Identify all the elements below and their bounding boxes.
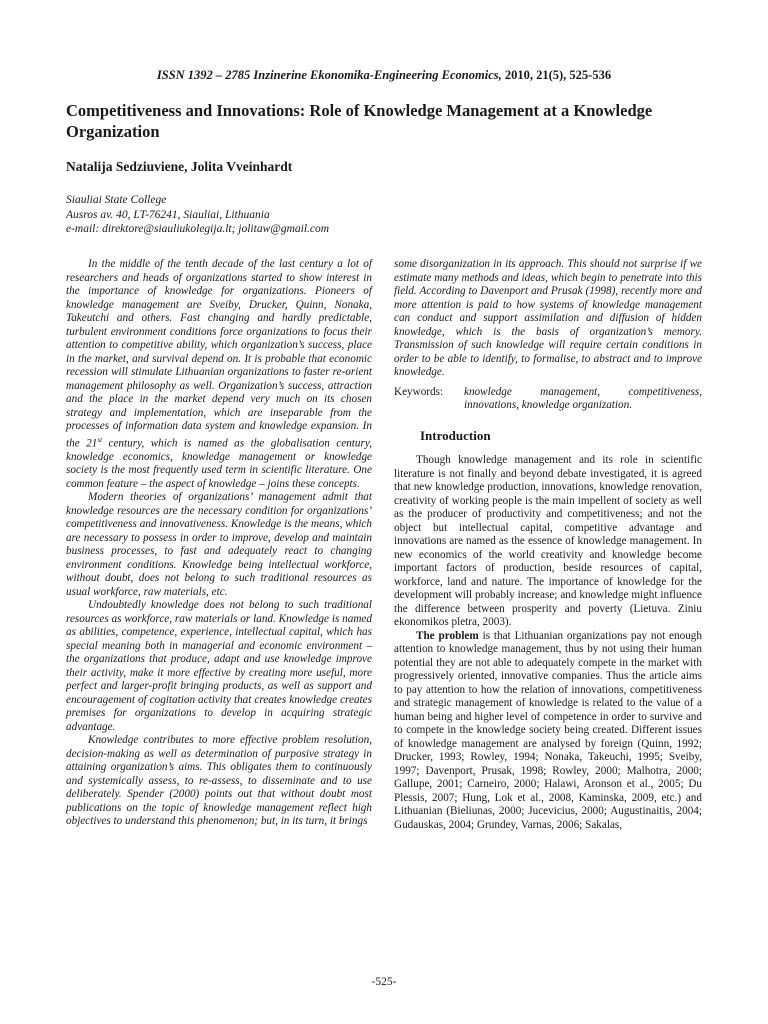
abstract-left-column xyxy=(66,258,372,829)
email: e-mail: direktore@siauliukolegija.lt; jolitaw@gmail.com xyxy=(66,223,330,235)
journal-volume: 2010, 21(5), 525-536 xyxy=(504,68,612,82)
abstract-paragraph: some disorganization in its approach. This should not surprise if we estimate many methods and ideas, which begin to penetrate into this field. According to Davenport and Prusak (1998), recently more and more attention is paid to how systems of knowledge management can conduct and support assimilation and diffusion of hidden knowledge, which is the basis of organization’s memory. Transmission of such knowledge will require certain conditions in order to be able to identify, to formalise, to abstract and to improve knowledge. xyxy=(394,258,702,378)
abstract-paragraph: Modern theories of organizations’ management admit that knowledge resources are the necessary condition for organizations’ competitiveness and innovativeness. Knowledge is the means, which are necessary to possess in order to improve, develop and maintain business processes, to fast and adequately react to changing environment conditions. Knowledge being intellectual workforce, without doubt, does not belong to such traditional resources as usual workforce, raw materials, etc. xyxy=(66,491,372,598)
page-number: -525- xyxy=(371,976,397,988)
authors: Natalija Sedziuviene, Jolita Vveinhardt xyxy=(66,159,293,174)
journal-header xyxy=(0,68,768,83)
keywords-label: Keywords: xyxy=(394,385,444,398)
abstract-paragraph: Undoubtedly knowledge does not belong to such traditional resources as workforce, raw materials or land. Knowledge is named as abilities, competence, experience, intellectual capital, which has special meaning both in managerial and economic environment – the organizations that produce, adapt and use knowledge improve their activity, make it more effective by creating more useful, more perfect and larger-profit bringing products, as well as support and encouragement of cogitation activity that creates knowledge creates premises for organizations to develop in acquiring strategic advantage. xyxy=(66,599,372,733)
body-paragraph: The problem is that Lithuanian organizations pay not enough attention to knowledge management, thus by not using their human potential they are not able to adequately compete in the market with progressively oriented, innovative companies. Thus the article aims to pay attention to how the relation of innovations, competitiveness and strategic management of knowledge is related to the value of a human being and higher level of competence in order to survive and to compete in the knowledge society being created. Different issues of knowledge management are analysed by foreign (Quinn, 1992; Drucker, 1993; Rowley, 1994; Nonaka, Takeuchi, 1995; Sveiby, 1997; Davenport, Prusak, 1998; Rowley, 2000; Malhotra, 2000; Gallupe, 2001; Carneiro, 2000; Halawi, Aronson et al., 2005; Du Plessis, 2007; Hung, Lok et al., 2008, Kaminska, 2009, etc.) and Lithuanian (Bieliunas, 2000; Jucevicius, 2000; Augustinaitis, 2004; Gudauskas, 2004; Grundey, Varnas, 2006; Sakalas, xyxy=(394,629,702,831)
keywords-text: knowledge management, competitiveness, innovations, knowledge organization. xyxy=(464,385,702,411)
right-column xyxy=(394,258,702,832)
journal-name: ISSN 1392 – 2785 Inzinerine Ekonomika-Engineering Economics, xyxy=(156,68,502,82)
abstract-paragraph: In the middle of the tenth decade of the last century a lot of researchers and heads of organizations started to show interest in the importance of knowledge for organizations. Pioneers of knowledge management are Sveiby, Drucker, Quinn, Nonaka, Takeutchi and others. Fast changing and hardly predictable, turbulent environment conditions force organizations to focus their attention to competitive ability, which organization’s success, place in the market, and survival depend on. It is probable that economic recession will stimulate Lithuanian organizations to faster re-orient management philosophy as well. Organization’s success, attraction and the place in the market depend very much on its chosen strategy and implementation, which are inseparable from the processes of information data system and knowledge expansion. In the 21st century, which is named as the globalisation century, knowledge economics, knowledge management or knowledge society is the most frequently used term in scientific literature. One common feature – the aspect of knowledge – joins these concepts. xyxy=(66,258,372,490)
body-paragraph: Though knowledge management and its role in scientific literature is not finally and beyond debate investigated, it is agreed that new knowledge production, innovations, knowledge renovation, creativity of working people is the main impellent of society as well as the producer of productivity and competitiveness; and not the object but intellectual capital, competitive advantage and innovations are named as the essence of knowledge management. In new economics of the world creativity and knowledge become important factors of production, beside resources of capital, workforce, land and nature. The importance of knowledge for the development will probably increase; and knowledge might influence the difference between prosperity and poverty (Lietuva. Ziniu ekonomikos pletra, 2003). xyxy=(394,454,702,628)
address: Ausros av. 40, LT-76241, Siauliai, Lithuania xyxy=(66,208,270,221)
paper-title: Competitiveness and Innovations: Role of Knowledge Management at a Knowledge Organization xyxy=(66,101,653,141)
section-heading-introduction: Introduction xyxy=(420,427,491,443)
affiliation xyxy=(66,193,329,237)
keywords xyxy=(394,386,702,413)
abstract-paragraph: Knowledge contributes to more effective problem resolution, decision-making as well as determination of purposive strategy in attaining organization’s aims. This obligates them to continuously and systemically assess, to re-assess, to disseminate and to use deliberately. Spender (2000) points out that without doubt most publications on the topic of knowledge management reflect high objectives to understand this phenomenon; but, in its turn, it brings xyxy=(66,734,372,828)
institution: Siauliai State College xyxy=(66,194,167,206)
